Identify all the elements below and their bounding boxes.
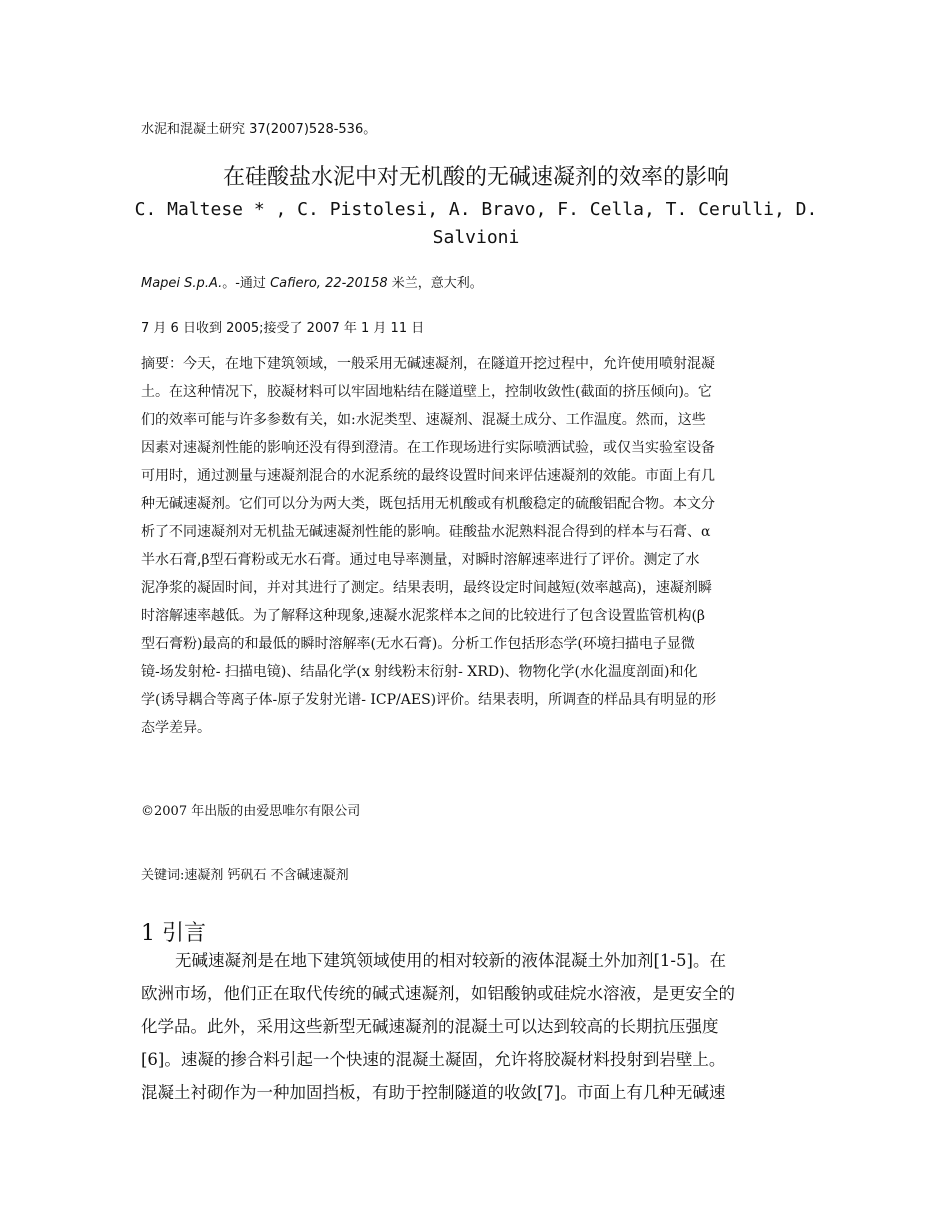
affiliation-street: Cafiero, 22-20158 <box>270 276 388 291</box>
abstract-line: 土。在这种情况下，胶凝材料可以牢固地粘结在隧道壁上，控制收敛性(截面的挤压倾向)。它 <box>141 384 712 400</box>
abstract-line: 半水石膏,β型石膏粉或无水石膏。通过电导率测量，对瞬时溶解速率进行了评价。测定了水 <box>141 552 700 568</box>
abstract-line: 时溶解速率越低。为了解释这种现象,速凝水泥浆样本之间的比较进行了包含设置监管机构(β <box>141 608 706 624</box>
intro-line: [6]。速凝的掺合料引起一个快速的混凝土凝固，允许将胶凝材料投射到岩壁上。 <box>141 1050 726 1069</box>
intro-line: 化学品。此外，采用这些新型无碱速凝剂的混凝土可以达到较高的长期抗压强度 <box>141 1017 719 1036</box>
affiliation <box>141 272 483 291</box>
abstract-line: 析了不同速凝剂对无机盐无碱速凝剂性能的影响。硅酸盐水泥熟料混合得到的样本与石膏、α <box>141 524 711 540</box>
affiliation-city: 米兰，意大利。 <box>391 276 483 291</box>
intro-line: 无碱速凝剂是在地下建筑领域使用的相对较新的液体混凝土外加剂[1-5]。在 <box>175 951 726 970</box>
abstract <box>141 350 817 742</box>
journal-citation: 水泥和混凝土研究 37(2007)528-536。 <box>141 122 377 137</box>
abstract-line: 态学差异。 <box>141 720 211 736</box>
abstract-line: 可用时，通过测量与速凝剂混合的水泥系统的最终设置时间来评估速凝剂的效能。市面上有几 <box>141 468 715 484</box>
abstract-line: 镜-场发射枪- 扫描电镜)、结晶化学(x 射线粉末衍射- XRD)、物物化学(水化温度剖面)和化 <box>141 664 698 680</box>
keywords: 关键词:速凝剂 钙矾石 不含碱速凝剂 <box>141 868 349 883</box>
abstract-line: 因素对速凝剂性能的影响还没有得到澄清。在工作现场进行实际喷洒试验，或仅当实验室设备 <box>141 440 715 456</box>
paper-title: 在硅酸盐水泥中对无机酸的无碱速凝剂的效率的影响 <box>222 165 729 190</box>
intro-paragraph <box>141 944 817 1109</box>
abstract-line: 型石膏粉)最高的和最低的瞬时溶解率(无水石膏)。分析工作包括形态学(环境扫描电子显微 <box>141 636 695 652</box>
affiliation-company: Mapei S.p.A. <box>141 276 223 291</box>
section-heading: 1 引言 <box>141 921 206 946</box>
received-dates: 7 月 6 日收到 2005;接受了 2007 年 1 月 11 日 <box>141 321 425 336</box>
intro-line: 欧洲市场，他们正在取代传统的碱式速凝剂，如铝酸钠或硅烷水溶液，是更安全的 <box>141 984 735 1003</box>
affiliation-via: 。-通过 <box>222 276 266 291</box>
author-list: C. Maltese * , C. Pistolesi, A. Bravo, F. Cella, T. Cerulli, D. Salvioni <box>134 199 818 248</box>
intro-line: 混凝土衬砌作为一种加固挡板，有助于控制隧道的收敛[7]。市面上有几种无碱速 <box>141 1083 726 1102</box>
abstract-line: 们的效率可能与许多参数有关，如:水泥类型、速凝剂、混凝土成分、工作温度。然而，这些 <box>141 412 706 428</box>
abstract-line: 摘要：今天，在地下建筑领域，一般采用无碱速凝剂，在隧道开挖过程中，允许使用喷射混凝 <box>141 356 715 372</box>
abstract-line: 泥净浆的凝固时间，并对其进行了测定。结果表明，最终设定时间越短(效率越高)，速凝剂瞬 <box>141 580 712 596</box>
abstract-line: 种无碱速凝剂。它们可以分为两大类，既包括用无机酸或有机酸稳定的硫酸铝配合物。本文分 <box>141 496 715 512</box>
copyright-notice: ©2007 年出版的由爱思唯尔有限公司 <box>141 804 361 819</box>
abstract-line: 学(诱导耦合等离子体-原子发射光谱- ICP/AES)评价。结果表明，所调查的样品具有明显的形 <box>141 692 717 708</box>
